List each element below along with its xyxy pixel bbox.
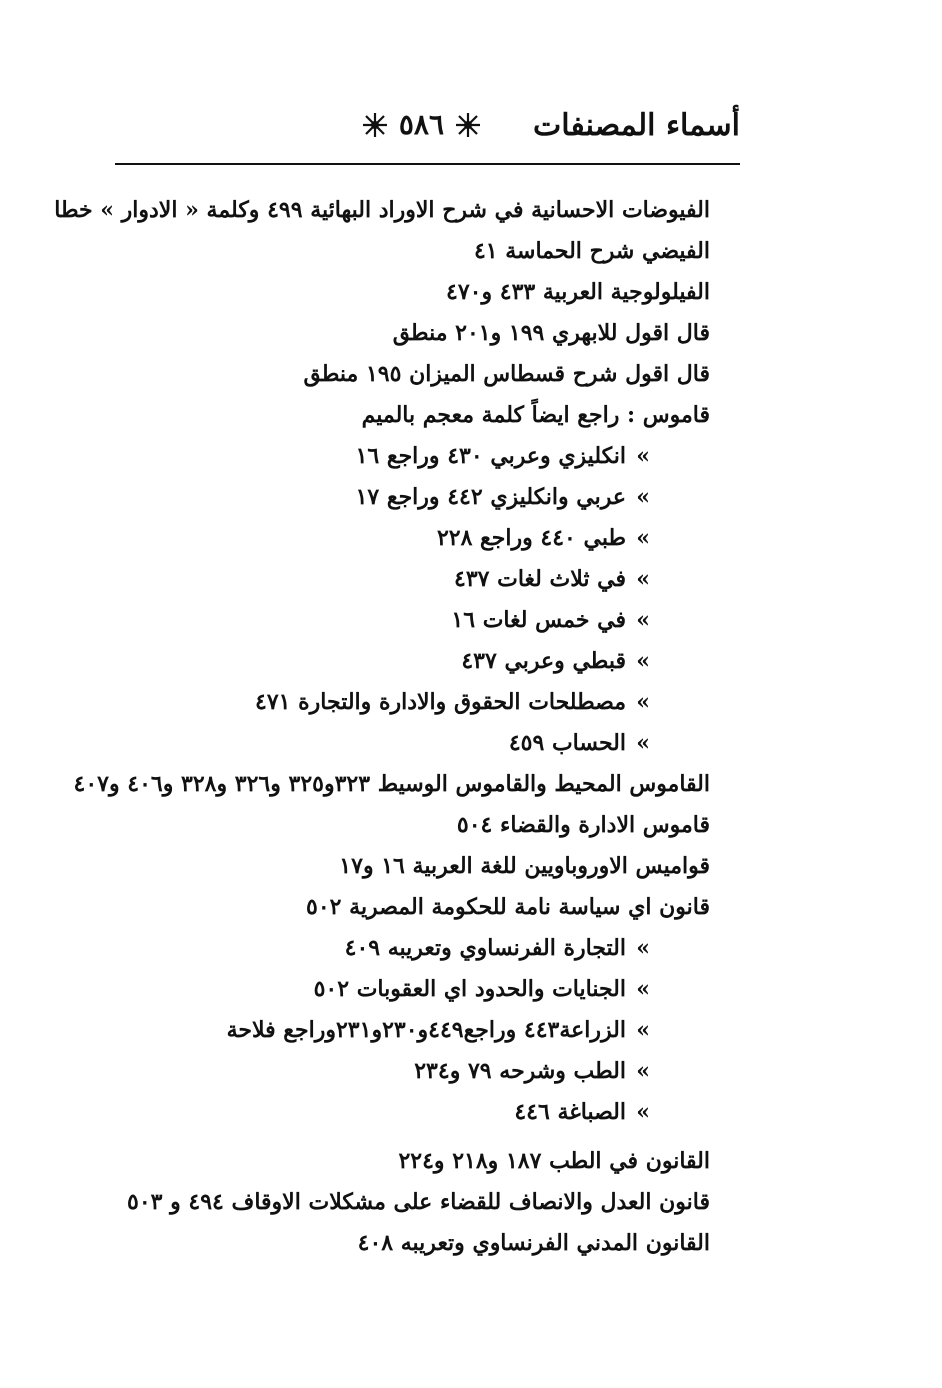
entry-text: القاموس المحيط والقاموس الوسيط ٣٢٣و٣٢٥ و٣٢٦ و٣٢٨ و٤٠٦ و٤٠٧ bbox=[73, 771, 710, 797]
sub-entry bbox=[100, 969, 710, 1010]
ditto-mark: » bbox=[636, 566, 650, 592]
index-entry bbox=[100, 354, 710, 395]
ditto-mark: » bbox=[636, 525, 650, 551]
entry-text: قاموس الادارة والقضاء ٥٠٤ bbox=[456, 812, 710, 838]
sub-entry bbox=[100, 477, 710, 518]
page-header bbox=[115, 100, 740, 160]
entry-text: قانون اي سياسة نامة للحكومة المصرية ٥٠٢ bbox=[306, 894, 710, 920]
sub-entry bbox=[100, 641, 710, 682]
entry-text: مصطلحات الحقوق والادارة والتجارة ٤٧١ bbox=[255, 689, 626, 715]
entry-text: انكليزي وعربي ٤٣٠ وراجع ١٦ bbox=[355, 443, 626, 469]
index-entry bbox=[100, 1223, 710, 1264]
left-ornament-icon bbox=[454, 111, 482, 139]
entry-text: طبي ٤٤٠ وراجع ٢٢٨ bbox=[436, 525, 626, 551]
ditto-mark: » bbox=[636, 689, 650, 715]
index-entry bbox=[100, 887, 710, 928]
ditto-mark: » bbox=[636, 976, 650, 1002]
page-title: أسماء المصنفات bbox=[533, 108, 740, 143]
index-entry bbox=[100, 313, 710, 354]
header-rule bbox=[115, 163, 740, 165]
ditto-mark: » bbox=[636, 1017, 650, 1043]
sub-entry bbox=[100, 1092, 710, 1133]
entry-text: قال اقول للابهري ١٩٩ و٢٠١ منطق bbox=[392, 320, 710, 346]
ditto-mark: » bbox=[636, 484, 650, 510]
sub-entry bbox=[100, 518, 710, 559]
index-entry bbox=[100, 846, 710, 887]
ditto-mark: » bbox=[636, 1058, 650, 1084]
entry-text: الفيضي شرح الحماسة ٤١ bbox=[473, 238, 710, 264]
entry-text: الحساب ٤٥٩ bbox=[508, 730, 626, 756]
entry-text: الطب وشرحه ٧٩ و٢٣٤ bbox=[414, 1058, 626, 1084]
sub-entry bbox=[100, 436, 710, 477]
sub-entry bbox=[100, 928, 710, 969]
ditto-mark: » bbox=[636, 1099, 650, 1125]
index-entry bbox=[100, 231, 710, 272]
sub-entry bbox=[100, 723, 710, 764]
entry-text: الفيلولوجية العربية ٤٣٣ و٤٧٠ bbox=[446, 279, 710, 305]
ditto-mark: » bbox=[636, 730, 650, 756]
sub-entry bbox=[100, 559, 710, 600]
index-entry bbox=[100, 272, 710, 313]
ditto-mark: » bbox=[636, 648, 650, 674]
sub-entry bbox=[100, 682, 710, 723]
index-entries bbox=[54, 190, 710, 1264]
index-entry bbox=[100, 805, 710, 846]
right-ornament-icon bbox=[361, 111, 389, 139]
entry-text: في ثلاث لغات ٤٣٧ bbox=[454, 566, 626, 592]
ditto-mark: » bbox=[636, 443, 650, 469]
entry-text: قاموس : راجع ايضاً كلمة معجم بالميم bbox=[361, 402, 710, 428]
index-entry bbox=[73, 764, 710, 805]
page-number-group bbox=[361, 108, 482, 141]
entry-text: الفيوضات الاحسانية في شرح الاوراد البهائية ٤٩٩ وكلمة « الادوار » خطا bbox=[54, 197, 710, 223]
entry-text: الصباغة ٤٤٦ bbox=[514, 1099, 626, 1125]
sub-entry bbox=[100, 1010, 710, 1051]
sub-entry bbox=[100, 1051, 710, 1092]
entry-text: في خمس لغات ١٦ bbox=[451, 607, 626, 633]
index-entry bbox=[100, 1141, 710, 1182]
page-number: ٥٨٦ bbox=[398, 108, 444, 141]
entry-text: القانون في الطب ١٨٧ و٢١٨ و٢٢٤ bbox=[398, 1148, 710, 1174]
entry-text: عربي وانكليزي ٤٤٢ وراجع ١٧ bbox=[355, 484, 626, 510]
index-entry bbox=[100, 1182, 710, 1223]
index-entry bbox=[54, 190, 710, 231]
entry-text: قال اقول شرح قسطاس الميزان ١٩٥ منطق bbox=[303, 361, 710, 387]
ditto-mark: » bbox=[636, 935, 650, 961]
entry-text: الزراعة٤٤٣ وراجع٤٤٩و٢٣٠و٢٣١وراجع فلاحة bbox=[226, 1017, 626, 1043]
entry-text: قواميس الاوروباويين للغة العربية ١٦ و١٧ bbox=[339, 853, 710, 879]
entry-text: القانون المدني الفرنساوي وتعريبه ٤٠٨ bbox=[357, 1230, 710, 1256]
entry-text: الجنايات والحدود اي العقوبات ٥٠٢ bbox=[313, 976, 626, 1002]
ditto-mark: » bbox=[636, 607, 650, 633]
index-entry bbox=[100, 395, 710, 436]
entry-text: التجارة الفرنساوي وتعريبه ٤٠٩ bbox=[344, 935, 626, 961]
entry-text: قبطي وعربي ٤٣٧ bbox=[461, 648, 626, 674]
entry-text: قانون العدل والانصاف للقضاء على مشكلات الاوقاف ٤٩٤ و ٥٠٣ bbox=[127, 1189, 710, 1215]
sub-entry bbox=[100, 600, 710, 641]
